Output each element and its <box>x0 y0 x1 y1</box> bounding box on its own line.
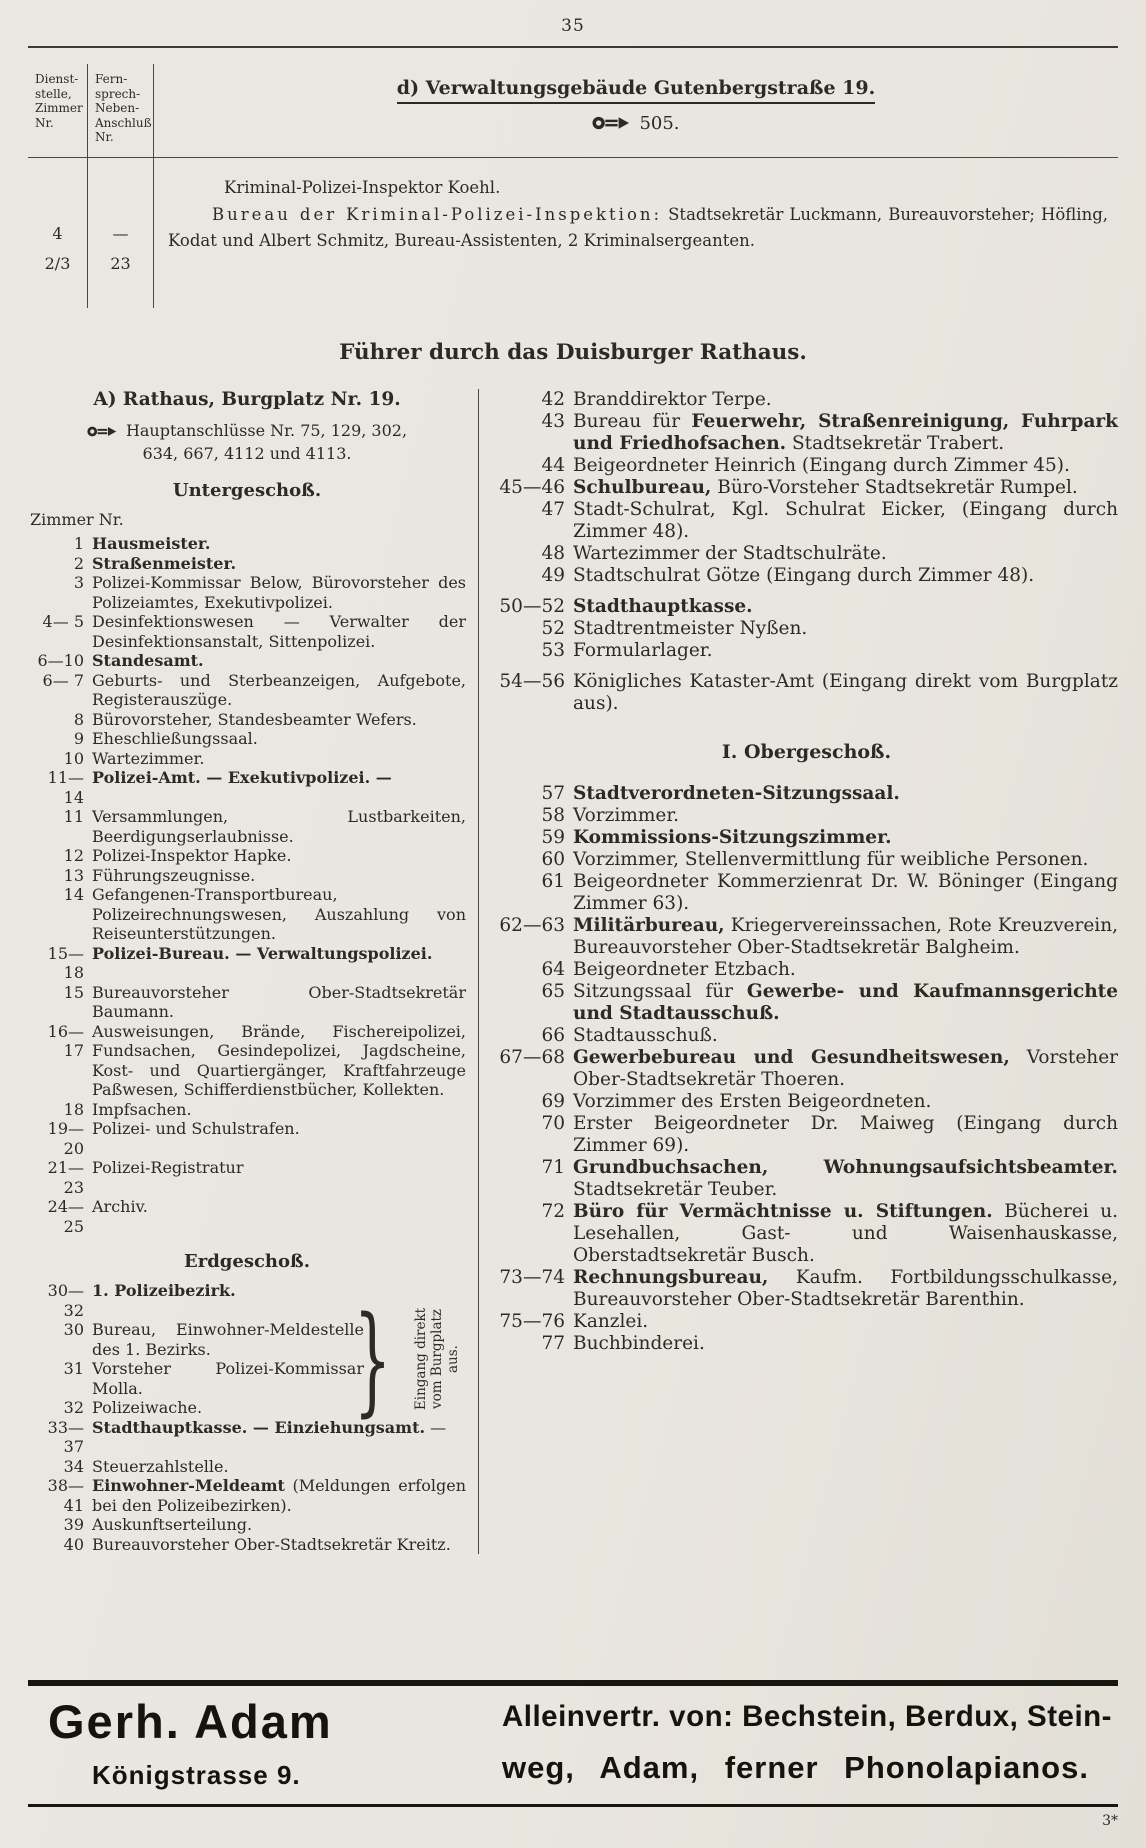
bureau-staff: Stadtsekretär Luckmann, Bureauvorsteher; Höfling, Kodat und Albert Schmitz, Bureau-Assistenten, 2 Kriminalsergeanten. <box>168 205 1108 250</box>
room-description: Geburts- und Sterbeanzeigen, Aufgebote, Registerauszüge. <box>92 670 466 709</box>
rooms-label: Zimmer Nr. <box>30 510 124 529</box>
room-number: 14 <box>63 885 84 904</box>
room-number: 16—17 <box>47 1021 84 1060</box>
room-number: 43 <box>541 411 565 432</box>
room-number: 15 <box>63 982 84 1002</box>
room-description: Stadtverordneten-Sitzungssaal. <box>573 783 900 804</box>
room-entry <box>28 768 466 807</box>
directory-table <box>28 64 1118 308</box>
office-description-cell <box>154 158 1118 308</box>
room-entry <box>495 1091 1118 1113</box>
header-line: Nr. <box>95 130 114 144</box>
room-number-cell <box>28 158 88 308</box>
room-entry <box>495 805 1118 827</box>
ad-company-name: Gerh. Adam <box>48 1695 333 1748</box>
room-number: 4 <box>52 224 63 243</box>
room-number: 4— 5 <box>42 612 84 631</box>
room-entry <box>495 565 1118 587</box>
room-description: Bureau, Einwohner-Meldestelle des 1. Bezirks. <box>92 1320 364 1359</box>
header-line: Dienst- <box>35 72 79 86</box>
guide-title: Führer durch das Duisburger Rathaus. <box>339 340 807 365</box>
ad-left-block <box>32 1696 333 1791</box>
room-number: 2/3 <box>44 254 71 273</box>
room-number: 72 <box>541 1201 565 1222</box>
room-number: 44 <box>541 455 565 476</box>
room-description: Standesamt. <box>92 651 204 670</box>
room-description: Steuerzahlstelle. <box>92 1456 229 1476</box>
room-description: Königliches Kataster-Amt (Eingang direkt vom Burgplatz aus). <box>573 671 1118 714</box>
note-line: Eingang direkt <box>413 1307 429 1411</box>
room-description: Grundbuchsachen, Wohnungsaufsichtsbeamter. Stadtsekretär Teuber. <box>573 1157 1118 1200</box>
header-line: stelle, <box>35 86 72 101</box>
room-description: Gewerbebureau und Gesundheitswesen, Vorsteher Ober-Stadtsekretär Thoeren. <box>573 1047 1118 1090</box>
section-title <box>154 64 1118 99</box>
room-number: 11 <box>63 807 84 826</box>
room-number: 69 <box>541 1091 565 1112</box>
room-description: Erster Beigeordneter Dr. Maiweg (Eingang durch Zimmer 69). <box>573 1113 1118 1156</box>
section-phone <box>154 113 1118 134</box>
left-column <box>28 389 478 1554</box>
main-phone-lines <box>28 419 466 465</box>
room-description: Vorzimmer. <box>573 805 680 826</box>
room-number: 57 <box>541 783 565 804</box>
room-number: 65 <box>541 981 565 1002</box>
room-description: Branddirektor Terpe. <box>573 389 772 410</box>
header-line: Fern- <box>95 72 128 86</box>
room-entry <box>28 944 466 983</box>
room-entry <box>28 1418 466 1457</box>
column-header-dienststelle <box>28 64 88 157</box>
room-description: Vorzimmer des Ersten Beigeordneten. <box>573 1091 932 1112</box>
bureau-paragraph <box>154 197 1118 254</box>
room-entry <box>28 1197 466 1236</box>
room-entry <box>495 871 1118 915</box>
ad-text-line-1: Alleinvertr. von: Bechstein, Berdux, Stein- <box>501 1700 1112 1733</box>
room-number: 3 <box>73 573 84 592</box>
room-description: Militärbureau, Kriegervereinssachen, Rote Kreuzverein, Bureauvorsteher Ober-Stadtsekretär Balgheim. <box>573 915 1118 958</box>
untergeschoss-entries <box>28 534 466 1236</box>
room-description: Einwohner-Meldeamt (Meldungen erfolgen bei den Polizeibezirken). <box>92 1476 466 1515</box>
room-description: Stadtrentmeister Nyßen. <box>573 618 808 639</box>
room-entry <box>28 554 466 574</box>
phone-extension-cell <box>88 158 154 308</box>
phone-number: 505. <box>639 113 680 134</box>
room-number: 73—74 <box>499 1267 565 1288</box>
ad-text-line-2: weg, Adam, ferner Phonolapianos. <box>501 1750 1089 1785</box>
room-number: 71 <box>541 1157 565 1178</box>
room-description: Beigeordneter Etzbach. <box>573 959 796 980</box>
rotated-note-text <box>413 1308 461 1410</box>
room-description: Bureauvorsteher Ober-Stadtsekretär Kreitz. <box>92 1534 451 1554</box>
room-entry <box>495 981 1118 1025</box>
room-entry <box>28 885 466 944</box>
room-number: 64 <box>541 959 565 980</box>
room-entry <box>28 534 466 554</box>
header-line: Anschluß <box>95 115 152 130</box>
room-number: 15—18 <box>47 943 84 982</box>
room-entry <box>495 455 1118 477</box>
room-description: Kommissions-Sitzungszimmer. <box>573 827 892 848</box>
room-number: 47 <box>541 499 565 520</box>
room-number: 19—20 <box>47 1119 84 1158</box>
room-entry <box>495 477 1118 499</box>
room-entry <box>495 596 1118 618</box>
ad-company-address: Königstrasse 9. <box>92 1760 301 1790</box>
room-entry <box>28 729 466 749</box>
room-description: Impfsachen. <box>92 1099 192 1119</box>
erdgeschoss-section <box>28 1251 466 1554</box>
room-description: Bureauvorsteher Ober-Stadtsekretär Baumann. <box>92 982 466 1021</box>
room-entry <box>28 749 466 769</box>
room-number: 58 <box>541 805 565 826</box>
room-description: Stadthauptkasse. <box>573 596 753 617</box>
advertisement <box>28 1680 1118 1829</box>
room-number: 31 <box>63 1359 84 1378</box>
note-line: aus. <box>445 1345 461 1373</box>
room-number: 8 <box>73 709 84 729</box>
room-number: 45—46 <box>499 477 565 498</box>
room-description: Rechnungsbureau, Kaufm. Fortbildungsschulkasse, Bureauvorsteher Ober-Stadtsekretär Barenthin. <box>573 1267 1118 1310</box>
table-section-header <box>154 64 1118 157</box>
room-number: 30—32 <box>47 1281 84 1320</box>
room-number: 49 <box>541 565 565 586</box>
extension-number: 23 <box>110 254 131 273</box>
right-column <box>479 389 1118 1554</box>
room-number: 59 <box>541 827 565 848</box>
room-description: Bureau für Feuerwehr, Straßenreinigung, Fuhrpark und Friedhofsachen. Stadtsekretär Trabert. <box>573 411 1118 454</box>
table-header-row <box>28 64 1118 158</box>
room-number: 66 <box>541 1025 565 1046</box>
room-entry <box>495 1267 1118 1311</box>
room-entry <box>495 411 1118 455</box>
room-description: Vorsteher Polizei-Kommissar Molla. <box>92 1359 364 1398</box>
room-description: Hausmeister. <box>92 534 211 553</box>
room-entry <box>28 1158 466 1197</box>
room-number: 13 <box>63 865 84 885</box>
room-number: 33—37 <box>47 1417 84 1456</box>
room-entry <box>28 573 466 612</box>
room-description: Beigeordneter Kommerzienrat Dr. W. Böninger (Eingang Zimmer 63). <box>573 871 1118 914</box>
room-entry <box>495 543 1118 565</box>
room-description: Polizei-Kommissar Below, Bürovorsteher des Polizeiamtes, Exekutivpolizei. <box>92 573 466 612</box>
room-entry <box>495 849 1118 871</box>
room-description: Buchbinderei. <box>573 1333 705 1354</box>
phone-line-2: 634, 667, 4112 und 4113. <box>142 444 352 463</box>
room-description: Polizeiwache. <box>92 1398 203 1417</box>
room-description: Schulbureau, Büro-Vorsteher Stadtsekretär Rumpel. <box>573 477 1078 498</box>
room-entry <box>495 783 1118 805</box>
room-entry <box>495 1047 1118 1091</box>
rotated-note-box <box>410 1303 464 1415</box>
room-number: 30 <box>63 1320 84 1339</box>
inspector-line: Kriminal-Polizei-Inspektor Koehl. <box>224 178 501 197</box>
room-description: Stadtausschuß. <box>573 1025 718 1046</box>
erdgeschoss-right-entries <box>495 389 1118 715</box>
room-number: 42 <box>541 389 565 410</box>
room-number: 77 <box>541 1333 565 1354</box>
header-line: Zimmer <box>35 101 83 115</box>
room-description: Büro für Vermächtnisse u. Stiftungen. Bücherei u. Lesehallen, Gast- und Waisenhauskasse, Oberstadtsekretär Busch. <box>573 1201 1119 1266</box>
room-number: 53 <box>541 640 565 661</box>
heading-untergeschoss: Untergeschoß. <box>172 480 322 501</box>
extension-number: — <box>112 224 129 243</box>
room-description: Formularlager. <box>573 640 713 661</box>
room-entry <box>495 827 1118 849</box>
room-entry <box>495 1113 1118 1157</box>
room-entry <box>28 846 466 866</box>
phone-icon <box>87 425 117 438</box>
header-line: Neben- <box>95 101 140 115</box>
room-number: 21—23 <box>47 1158 84 1197</box>
room-entry <box>495 1025 1118 1047</box>
room-number: 2 <box>73 553 84 573</box>
room-entry <box>28 1100 466 1120</box>
room-entry <box>28 1022 466 1100</box>
room-description: Wartezimmer. <box>92 748 205 768</box>
room-description: 1. Polizeibezirk. <box>92 1281 236 1300</box>
column-header-fernsprech <box>88 64 154 157</box>
room-number: 10 <box>63 748 84 768</box>
room-description: Beigeordneter Heinrich (Eingang durch Zimmer 45). <box>573 455 1070 476</box>
room-entry <box>495 640 1118 662</box>
room-entry <box>495 1157 1118 1201</box>
room-entry <box>495 389 1118 411</box>
room-entry <box>495 959 1118 981</box>
room-number: 24—25 <box>47 1197 84 1236</box>
room-number: 60 <box>541 849 565 870</box>
room-number: 32 <box>63 1398 84 1417</box>
room-entry <box>495 671 1118 715</box>
room-entry <box>28 1535 466 1555</box>
room-description: Gefangenen-Transportbureau, Polizeirechnungswesen, Auszahlung von Reiseunterstützungen. <box>92 885 466 943</box>
ad-right-block <box>502 1696 1114 1791</box>
heading-obergeschoss: I. Obergeschoß. <box>721 741 892 763</box>
room-entry <box>495 1333 1118 1355</box>
room-number: 67—68 <box>499 1047 565 1068</box>
obergeschoss-entries <box>495 783 1118 1355</box>
room-description: Polizei-Inspektor Hapke. <box>92 846 292 865</box>
phone-icon <box>592 115 630 131</box>
signature-mark: 3* <box>1102 1813 1118 1829</box>
room-description: Polizei-Registratur <box>92 1158 244 1177</box>
room-entry <box>28 983 466 1022</box>
header-line: Nr. <box>35 115 54 130</box>
room-entry <box>28 612 466 651</box>
phone-line-1 <box>28 419 466 442</box>
room-entry <box>28 651 466 671</box>
two-column-layout <box>28 389 1118 1554</box>
room-number: 75—76 <box>499 1311 565 1332</box>
section-title-text: d) Verwaltungsgebäude Gutenbergstraße 19. <box>397 77 875 104</box>
entrance-side-note <box>335 1290 464 1428</box>
page-number: 35 <box>561 16 585 36</box>
room-entry <box>28 866 466 886</box>
room-number: 61 <box>541 871 565 892</box>
room-description: Vorzimmer, Stellenvermittlung für weibliche Personen. <box>573 849 1089 870</box>
room-entry <box>28 1476 466 1515</box>
room-description: Stadtschulrat Götze (Eingang durch Zimmer 48). <box>573 565 1035 586</box>
room-entry <box>28 1119 466 1158</box>
room-description: Straßenmeister. <box>92 553 237 573</box>
note-line: vom Burgplatz <box>429 1308 445 1410</box>
room-number: 9 <box>73 729 84 748</box>
room-number: 54—56 <box>499 671 565 692</box>
room-number: 18 <box>63 1099 84 1119</box>
bureau-title: Bureau der Kriminal-Polizei-Inspektion: <box>212 205 663 224</box>
header-line: sprech- <box>95 86 141 101</box>
rathaus-address-heading: A) Rathaus, Burgplatz Nr. 19. <box>93 389 401 410</box>
room-number: 50—52 <box>499 596 565 617</box>
room-description: Bürovorsteher, Standesbeamter Wefers. <box>92 709 417 729</box>
room-description: Desinfektionswesen — Verwalter der Desinfektionsanstalt, Sittenpolizei. <box>92 612 466 651</box>
room-number: 62—63 <box>499 915 565 936</box>
room-entry <box>28 671 466 710</box>
room-description: Führungszeugnisse. <box>92 865 256 885</box>
table-body-row <box>28 158 1118 308</box>
room-entry <box>28 807 466 846</box>
phone-line-1-text: Hauptanschlüsse Nr. 75, 129, 302, <box>125 421 408 440</box>
room-entry <box>28 1457 466 1477</box>
room-description: Archiv. <box>92 1197 148 1216</box>
room-description: Stadt-Schulrat, Kgl. Schulrat Eicker, (Eingang durch Zimmer 48). <box>573 499 1118 542</box>
room-number: 52 <box>541 618 565 639</box>
room-description: Stadthauptkasse. — Einziehungsamt. — <box>92 1417 447 1437</box>
room-description: Sitzungssaal für Gewerbe- und Kaufmannsgerichte und Stadtausschuß. <box>573 981 1119 1024</box>
room-description: Ausweisungen, Brände, Fischereipolizei, Fundsachen, Gesindepolizei, Jagdscheine, Kost- und Quartiergänger, Kraftfahrzeuge Paßwesen, Schifferdienstbücher, Kollekten. <box>92 1021 466 1099</box>
room-entry <box>495 499 1118 543</box>
room-description: Auskunftserteilung. <box>92 1515 253 1534</box>
room-number: 6— 7 <box>42 670 84 690</box>
room-number: 48 <box>541 543 565 564</box>
room-entry <box>495 618 1118 640</box>
room-number: 34 <box>63 1456 84 1476</box>
room-entry <box>28 710 466 730</box>
room-entry <box>495 1311 1118 1333</box>
room-description: Kanzlei. <box>573 1311 649 1332</box>
room-description: Versammlungen, Lustbarkeiten, Beerdigungserlaubnisse. <box>92 807 466 846</box>
room-number: 38—41 <box>47 1476 84 1515</box>
room-description: Eheschließungssaal. <box>92 729 258 748</box>
room-entry <box>495 1201 1118 1267</box>
room-description: Polizei- und Schulstrafen. <box>92 1119 300 1138</box>
top-rule <box>28 46 1118 48</box>
room-description: Polizei-Bureau. — Verwaltungspolizei. <box>92 943 433 963</box>
room-entry <box>495 915 1118 959</box>
room-number: 1 <box>73 534 84 553</box>
room-entry <box>28 1515 466 1535</box>
room-description: Polizei-Amt. — Exekutivpolizei. — <box>92 768 392 787</box>
room-number: 70 <box>541 1113 565 1134</box>
room-number: 11—14 <box>47 768 84 807</box>
room-number: 40 <box>63 1534 84 1554</box>
room-number: 6—10 <box>37 651 84 670</box>
room-number: 12 <box>63 846 84 865</box>
ad-bottom-rule <box>28 1804 1118 1807</box>
ad-body <box>28 1686 1118 1795</box>
room-number: 39 <box>63 1515 84 1534</box>
room-description: Wartezimmer der Stadtschulräte. <box>573 543 887 564</box>
brace-glyph: } <box>353 1290 392 1428</box>
heading-erdgeschoss: Erdgeschoß. <box>184 1251 310 1272</box>
